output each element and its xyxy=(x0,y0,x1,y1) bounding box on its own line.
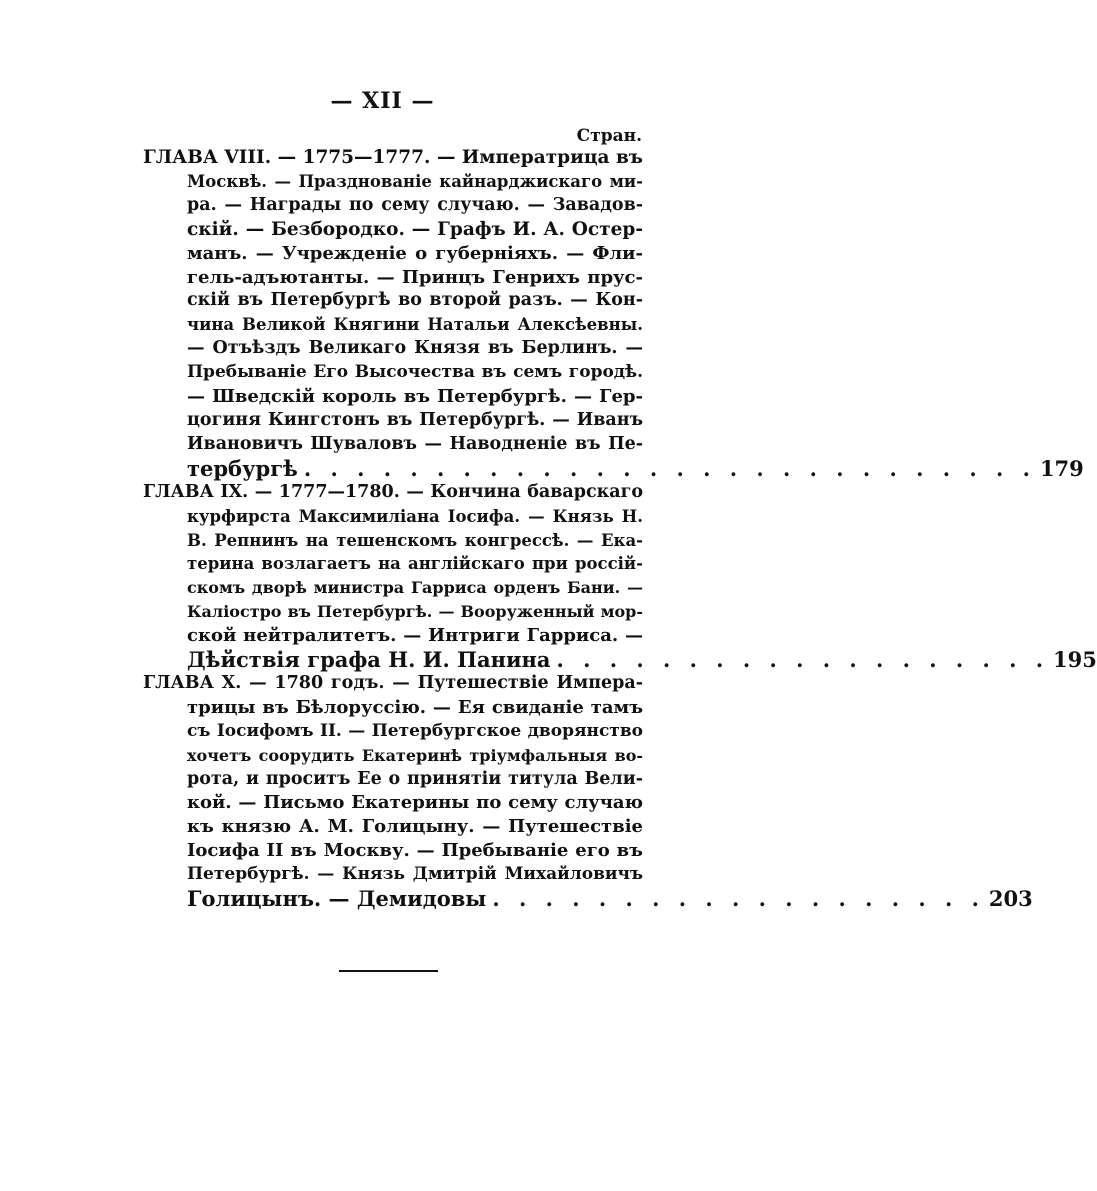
chapter-text-line: Пребываніе Его Высочества въ семъ городѣ. xyxy=(187,362,643,383)
chapter-text-line: терина возлагаетъ на англійскаго при россій- xyxy=(187,554,643,574)
chapter-text-line: трицы въ Бѣлоруссію. — Ея свиданіе тамъ xyxy=(187,696,643,718)
chapter-text-line: цогиня Кингстонъ въ Петербургѣ. — Иванъ xyxy=(187,409,643,430)
chapter-text-line: Москвѣ. — Празднованіе кайнарджискаго ми- xyxy=(187,171,643,191)
chapter-entry-viii xyxy=(143,146,1084,481)
chapter-text-line: — Отъѣздъ Великаго Князя въ Берлинъ. — xyxy=(187,338,643,359)
chapter-heading-line: ГЛАВА IX. — 1777—1780. — Кончина баварскаго xyxy=(143,481,643,502)
chapter-text-line: кой. — Письмо Екатерины по сему случаю xyxy=(187,792,643,814)
page-reference: 203 xyxy=(988,886,1033,912)
chapter-text-line: чина Великой Княгини Натальи Алексѣевны. xyxy=(187,315,643,335)
chapter-text-line: Ивановичъ Шуваловъ — Наводненіе въ Пе- xyxy=(187,433,643,454)
closing-rule xyxy=(339,970,438,972)
table-of-contents xyxy=(143,146,1097,912)
chapter-text-line: Іосифа II въ Москву. — Пребываніе его въ xyxy=(187,840,643,862)
chapter-text-line: скомъ дворѣ министра Гарриса орденъ Бани. — xyxy=(187,578,643,598)
chapter-text-line: съ Іосифомъ II. — Петербургское дворянство xyxy=(187,720,643,741)
chapter-text-line: скій. — Безбородко. — Графъ И. А. Остер- xyxy=(187,218,643,240)
chapter-text-line: Дѣйствія графа Н. И. Панина xyxy=(187,647,551,673)
chapter-text-line: курфирста Максимиліана Іосифа. — Князь Н. xyxy=(187,506,643,526)
chapter-last-line xyxy=(143,455,1084,481)
chapter-heading-line: ГЛАВА X. — 1780 годъ. — Путешествіе Импера- xyxy=(143,672,643,693)
page-reference: 195 xyxy=(1053,647,1097,673)
page-column-label: Стран. xyxy=(576,126,642,146)
dot-leader: . . . . . . . . . . . . . . . . . . . xyxy=(556,647,1050,673)
chapter-last-line xyxy=(143,647,1097,673)
dot-leader: . . . . . . . . . . . . . . . . . . . xyxy=(492,886,985,912)
chapter-text-line: скій въ Петербургѣ во второй разъ. — Кон- xyxy=(187,290,643,311)
chapter-entry-x xyxy=(143,672,1033,912)
chapter-heading-line: ГЛАВА VIII. — 1775—1777. — Императрица въ xyxy=(143,147,643,168)
chapter-text-line: ра. — Награды по сему случаю. — Завадов- xyxy=(187,194,643,215)
chapter-text-line: ской нейтралитетъ. — Интриги Гарриса. — xyxy=(187,625,643,647)
chapter-text-line: къ князю А. М. Голицыну. — Путешествіе xyxy=(187,816,643,838)
chapter-text-line: хочетъ соорудить Екатеринѣ тріумфальныя во- xyxy=(187,745,643,765)
chapter-text-line: гель-адъютанты. — Принцъ Генрихъ прус- xyxy=(187,266,643,288)
dot-leader: . . . . . . . . . . . . . . . . . . . . . . . . . . . . xyxy=(303,455,1036,481)
chapter-entry-ix xyxy=(143,481,1097,673)
chapter-text-line: Голицынъ. — Демидовы xyxy=(187,886,487,912)
page-reference: 179 xyxy=(1039,455,1084,481)
chapter-text-line: Петербургѣ. — Князь Дмитрій Михайловичъ xyxy=(187,864,643,885)
chapter-last-line xyxy=(143,886,1033,912)
chapter-text-line: Каліостро въ Петербургѣ. — Вооруженный мор- xyxy=(187,602,643,622)
page-number: — XII — xyxy=(330,88,435,114)
chapter-text-line: манъ. — Учрежденіе о губерніяхъ. — Фли- xyxy=(187,242,643,264)
chapter-text-line: В. Репнинъ на тешенскомъ конгрессѣ. — Ека- xyxy=(187,530,643,550)
chapter-text-line: рота, и проситъ Ее о принятіи титула Вели- xyxy=(187,768,643,789)
chapter-text-line: тербургѣ xyxy=(187,455,298,481)
chapter-text-line: — Шведскій король въ Петербургѣ. — Гер- xyxy=(187,386,643,408)
